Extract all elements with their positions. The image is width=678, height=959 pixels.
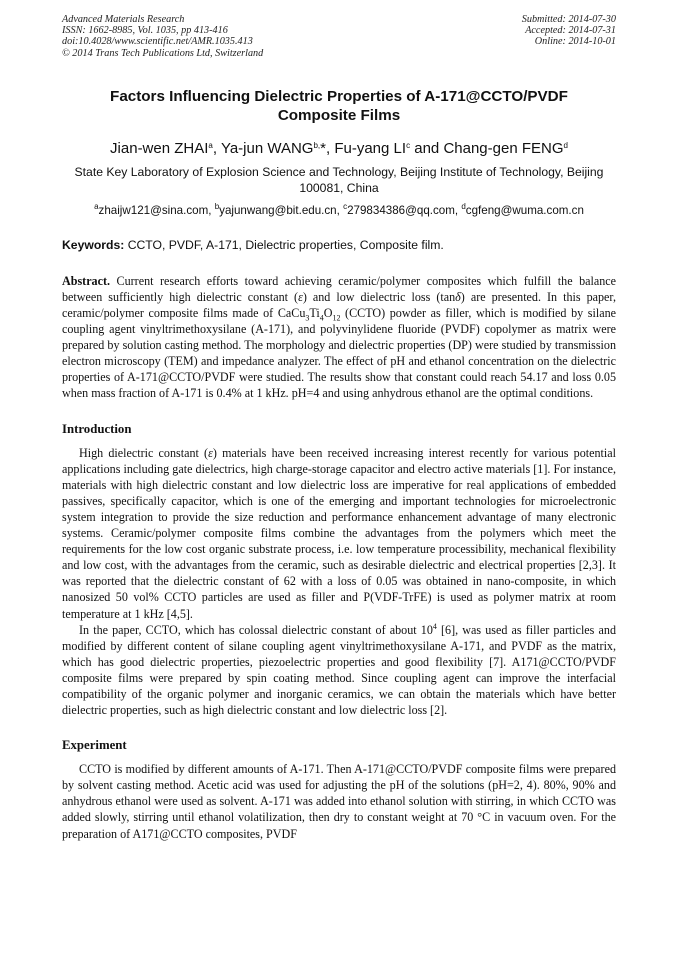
email-mark: a: [94, 201, 99, 211]
paper-title: Factors Influencing Dielectric Properties of A-171@CCTO/PVDF Composite Films: [110, 87, 568, 124]
corresponding-author-mark: *: [320, 139, 326, 157]
epsilon-symbol: ε: [298, 289, 303, 304]
author-affil-mark: d: [563, 140, 568, 150]
copyright: © 2014 Trans Tech Publications Ltd, Switzerland: [62, 47, 264, 59]
author-emails: [62, 203, 616, 218]
subscript: 12: [332, 313, 341, 323]
author-list: [62, 139, 616, 158]
delta-symbol: δ: [455, 289, 461, 304]
publication-dates: [522, 14, 616, 59]
abstract-text: ) and low dielectric loss (tan: [302, 289, 456, 304]
abstract-text: Ti: [309, 306, 320, 320]
section-heading-introduction: Introduction: [62, 421, 132, 436]
epsilon-symbol: ε: [208, 445, 213, 460]
keywords: [62, 237, 616, 253]
email-link[interactable]: zhaijw121@sina.com,: [98, 203, 215, 217]
abstract-text: Current research efforts toward achieving ceramic/polymer composites which fulfill the balance between sufficiently high dielectric constant (: [62, 273, 616, 304]
journal-header: [62, 14, 616, 59]
abstract-label: Abstract.: [62, 273, 111, 288]
introduction-paragraph: [62, 622, 616, 719]
email-link[interactable]: 279834386@qq.com,: [347, 203, 462, 217]
journal-name: Advanced Materials Research: [62, 14, 185, 25]
abstract: [62, 273, 616, 402]
abstract-text: (CCTO) powder as filler, which is modified by silane coupling agent vinyltrimethoxysilane (A-171), and polyvinylidene fluoride (PVDF) copolymer as matrix were prepared by solution casting method. The morphology and dielectric properties (DP) were studied by transmission electron microscopy (TEM) and impedance analyzer. The effect of pH and ethanol concentration on the dielectric properties of A-171@CCTO/PVDF were studied. The results show that constant could reach 54.17 and loss 0.05 when mass fraction of A-171 is 0.4% at 1 kHz. pH=4 and using anhydrous ethanol are the optimal conditions.: [62, 306, 616, 401]
experiment-paragraph: CCTO is modified by different amounts of A-171. Then A-171@CCTO/PVDF composite films were prepared by solvent casting method. Acetic acid was used for adjusting the pH of the solutions (pH=2, 4). 80%, 90% and anhydrous ethanol were used as solvent. A-171 was added into ethanol solution with stirring, in which CCTO was added slowly, stirring until ethanol volatilization, then dry to constant weight at 70 °C in vacuum oven. For the preparation of A171@CCTO composites, PVDF: [62, 762, 616, 841]
author-affil-mark: b,: [313, 140, 321, 150]
author-affil-mark: c: [406, 140, 411, 150]
email-link[interactable]: cgfeng@wuma.com.cn: [465, 203, 584, 217]
abstract-text: ) are presented. In this paper, ceramic/polymer composite films made of CaCu: [62, 289, 616, 320]
submitted-date: Submitted: 2014-07-30: [521, 14, 616, 25]
author-affil-mark: a: [208, 140, 213, 150]
author-name: Ya-jun WANG: [220, 139, 314, 157]
author-name: Chang-gen FENG: [443, 139, 564, 157]
email-mark: c: [343, 201, 348, 211]
author-name: Jian-wen ZHAI: [110, 139, 209, 157]
affiliation: State Key Laboratory of Explosion Science and Technology, Beijing Institute of Technology, Beijing 100081, China: [74, 164, 604, 195]
superscript: 4: [432, 621, 437, 631]
section-heading-experiment: Experiment: [62, 738, 127, 753]
email-mark: d: [461, 201, 466, 211]
paragraph-text: [6], was used as filler particles and modified by different content of silane coupling agent vinyltrimethoxysilane A-171, and PVDF as the matrix, which has good dielectric properties, piezoelectric properties and good flexibility [7]. A171@CCTO/PVDF composite films were prepared by spin coating method. Since coupling agent can improve the interfacial compatibility of the organic polymer and inorganic ceramics, we can obtain the materials which have better dielectric properties, such as high dielectric constant and low dielectric loss [2].: [62, 622, 616, 718]
author-separator: ,: [326, 139, 335, 157]
abstract-text: O: [323, 306, 333, 320]
doi: doi:10.4028/www.scientific.net/AMR.1035.413: [62, 36, 253, 48]
keywords-text: CCTO, PVDF, A-171, Dielectric properties, Composite film.: [124, 237, 444, 252]
author-name: Fu-yang LI: [334, 139, 407, 157]
paragraph-text: ) materials have been received increasing interest recently for various potential applications including gate dielectrics, high charge-storage capacitor and electro active materials [1]. For instance, materials with high dielectric constant and low dielectric loss are imperative for real applications of embedded passives, specifically capacitor, which is one of the emerging and important technologies for microelectronic system integration to provide the size reduction and performance enhancement advantage of many electronic systems. Ceramic/polymer composite films combine the advantages from the polymers which meet the requirements for the low cost organic substrate process, i.e. low temperature processibility, mechanical flexibility and low cost, with the advantages from the ceramic, such as desirable dielectric and electrical properties [2,3]. It was reported that the dielectric constant of 62 with a loss of 0.05 was obtained in nano-composite, in which nanosized 50 vol% CCTO particles are used as filler and P(VDF-TrFE) is used as polymer matrix at room temperature at 1 kHz [4,5].: [62, 445, 616, 621]
issn: ISSN: 1662-8985, Vol. 1035, pp 413-416: [62, 25, 228, 37]
paragraph-text: In the paper, CCTO, which has colossal dielectric constant of about 10: [79, 622, 433, 637]
author-separator: and: [410, 139, 444, 157]
author-separator: ,: [212, 139, 221, 157]
paragraph-text: High dielectric constant (: [79, 445, 209, 460]
online-date: Online: 2014-10-01: [534, 36, 616, 48]
email-mark: b: [214, 201, 220, 211]
introduction-paragraph: [62, 445, 616, 622]
subscript: 4: [319, 313, 324, 323]
accepted-date: Accepted: 2014-07-31: [525, 25, 616, 37]
subscript: 3: [305, 313, 310, 323]
publication-info: [62, 14, 263, 59]
email-link[interactable]: yajunwang@bit.edu.cn,: [219, 203, 344, 217]
keywords-label: Keywords:: [62, 237, 125, 252]
